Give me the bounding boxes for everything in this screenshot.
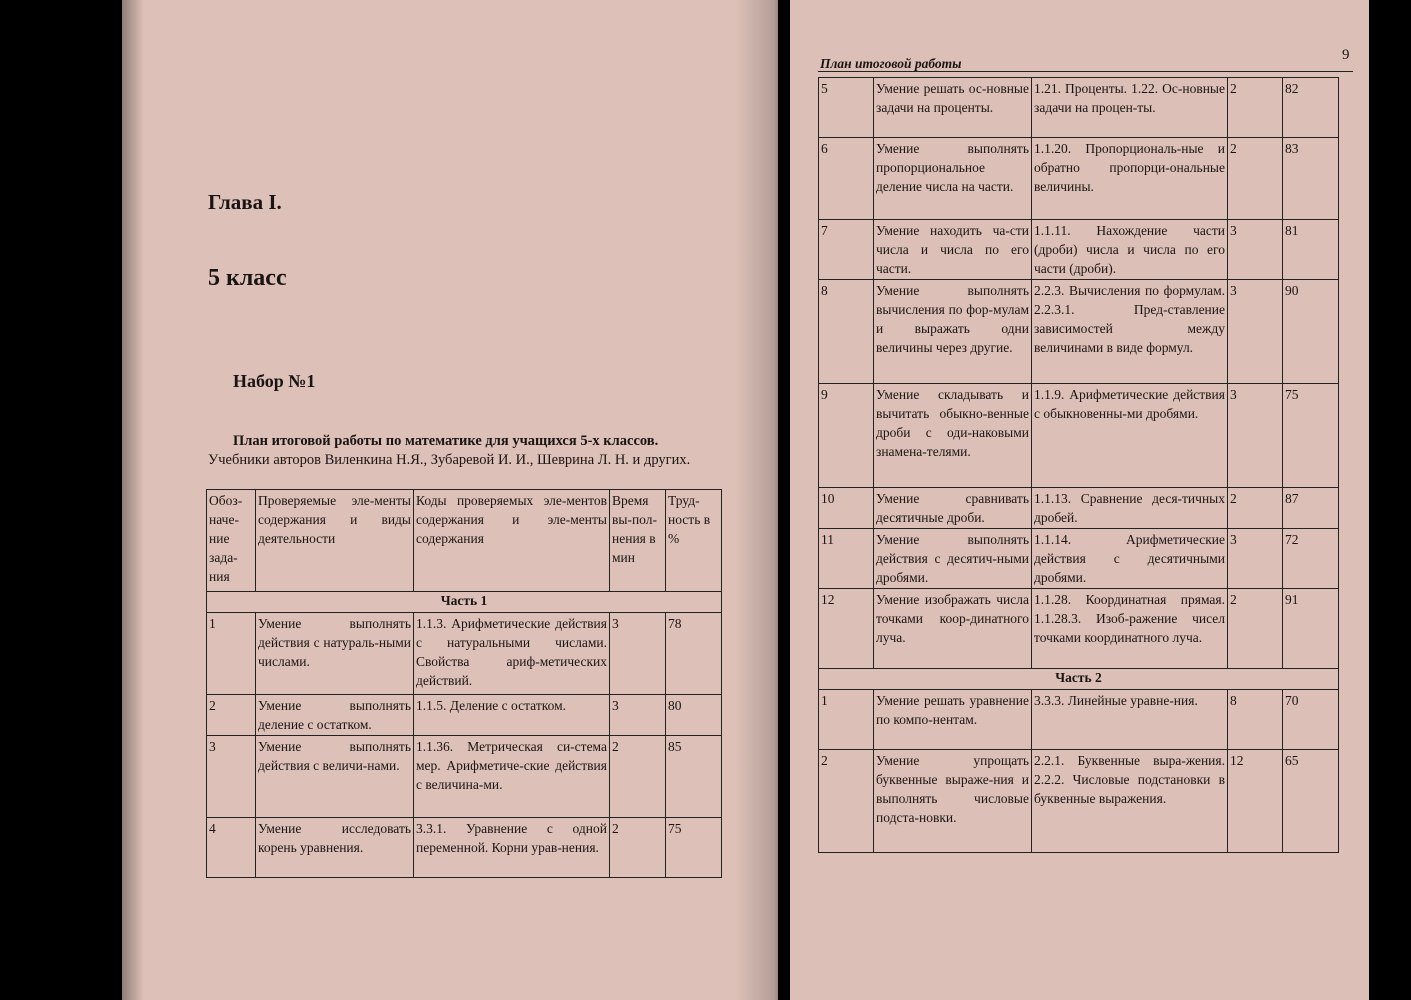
table-row [207, 736, 722, 818]
task-skill: Умение решать уравнение по компо-нентам. [874, 690, 1032, 750]
task-time: 3 [1228, 384, 1283, 488]
task-codes: 1.1.3. Арифметические действия с натуральными числами. Свойства ариф-метических действий. [414, 613, 610, 695]
task-time: 12 [1228, 750, 1283, 853]
task-number: 7 [819, 220, 874, 280]
header-task-label: Обоз-наче-ние зада-ния [207, 490, 256, 592]
task-time: 2 [1228, 78, 1283, 138]
task-difficulty: 82 [1283, 78, 1339, 138]
task-number: 4 [207, 818, 256, 878]
task-number: 5 [819, 78, 874, 138]
table-header-row [207, 490, 722, 592]
task-time: 3 [610, 613, 666, 695]
task-number: 2 [819, 750, 874, 853]
task-number: 8 [819, 280, 874, 384]
chapter-title: Глава I. [208, 190, 282, 214]
task-time: 2 [610, 818, 666, 878]
table-row [819, 384, 1339, 488]
task-codes: 1.1.11. Нахождение части (дроби) числа и числа по его части (дроби). [1032, 220, 1228, 280]
task-difficulty: 85 [666, 736, 722, 818]
task-number: 1 [819, 690, 874, 750]
header-time: Время вы-пол-нения в мин [610, 490, 666, 592]
table-row [207, 613, 722, 695]
table-row [819, 488, 1339, 529]
plan-table-continued [818, 77, 1339, 853]
table-row [819, 529, 1339, 589]
table-row [819, 138, 1339, 220]
task-skill: Умение выполнять действия с десятич-ными дробями. [874, 529, 1032, 589]
task-skill: Умение выполнять действия с величи-нами. [256, 736, 414, 818]
task-number: 10 [819, 488, 874, 529]
task-difficulty: 70 [1283, 690, 1339, 750]
part-label: Часть 2 [819, 669, 1339, 690]
header-skills: Проверяемые эле-менты содержания и виды деятельности [256, 490, 414, 592]
book-gutter-shadow [735, 0, 790, 1000]
task-number: 12 [819, 589, 874, 669]
task-skill: Умение выполнять действия с натураль-ными числами. [256, 613, 414, 695]
task-skill: Умение упрощать буквенные выраже-ния и выполнять числовые подста-новки. [874, 750, 1032, 853]
table-row [819, 589, 1339, 669]
task-codes: 1.1.28. Координатная прямая. 1.1.28.3. Изоб-ражение чисел точками координатного луча. [1032, 589, 1228, 669]
task-time: 2 [1228, 488, 1283, 529]
task-time: 3 [1228, 280, 1283, 384]
table-row [819, 220, 1339, 280]
task-codes: 1.1.13. Сравнение деся-тичных дробей. [1032, 488, 1228, 529]
table-row [819, 78, 1339, 138]
task-number: 9 [819, 384, 874, 488]
part-row [207, 592, 722, 613]
table-row [819, 690, 1339, 750]
task-difficulty: 83 [1283, 138, 1339, 220]
plan-table-part1 [206, 489, 722, 878]
task-codes: 3.3.1. Уравнение с одной переменной. Корни урав-нения. [414, 818, 610, 878]
task-time: 3 [1228, 529, 1283, 589]
plan-title: План итоговой работы по математике для учащихся 5-х классов. [233, 433, 659, 449]
page-edge-shadow [122, 0, 144, 1000]
task-time: 2 [1228, 589, 1283, 669]
task-codes: 2.2.1. Буквенные выра-жения. 2.2.2. Числовые подстановки в буквенные выражения. [1032, 750, 1228, 853]
task-skill: Умение сравнивать десятичные дроби. [874, 488, 1032, 529]
task-difficulty: 81 [1283, 220, 1339, 280]
header-codes: Коды проверяемых эле-ментов содержания и эле-менты содержания [414, 490, 610, 592]
task-difficulty: 80 [666, 695, 722, 736]
task-skill: Умение выполнять деление с остатком. [256, 695, 414, 736]
task-number: 3 [207, 736, 256, 818]
table-row [819, 750, 1339, 853]
plan-authors: Учебники авторов Виленкина Н.Я., Зубаревой И. И., Шеврина Л. Н. и других. [208, 452, 691, 468]
task-codes: 1.21. Проценты. 1.22. Ос-новные задачи на процен-ты. [1032, 78, 1228, 138]
task-number: 6 [819, 138, 874, 220]
task-codes: 2.2.3. Вычисления по формулам. 2.2.3.1. Пред-ставление зависимостей между величинами в виде формул. [1032, 280, 1228, 384]
task-difficulty: 75 [666, 818, 722, 878]
task-difficulty: 72 [1283, 529, 1339, 589]
task-number: 11 [819, 529, 874, 589]
task-skill: Умение находить ча-сти числа и числа по его части. [874, 220, 1032, 280]
task-time: 3 [610, 695, 666, 736]
task-time: 3 [1228, 220, 1283, 280]
task-difficulty: 91 [1283, 589, 1339, 669]
task-difficulty: 65 [1283, 750, 1339, 853]
task-difficulty: 90 [1283, 280, 1339, 384]
task-number: 2 [207, 695, 256, 736]
task-time: 2 [610, 736, 666, 818]
table-row [207, 818, 722, 878]
task-difficulty: 87 [1283, 488, 1339, 529]
task-difficulty: 75 [1283, 384, 1339, 488]
header-rule [818, 71, 1353, 72]
task-difficulty: 78 [666, 613, 722, 695]
task-codes: 3.3.3. Линейные уравне-ния. [1032, 690, 1228, 750]
task-skill: Умение исследовать корень уравнения. [256, 818, 414, 878]
task-codes: 1.1.5. Деление с остатком. [414, 695, 610, 736]
task-codes: 1.1.9. Арифметические действия с обыкновенны-ми дробями. [1032, 384, 1228, 488]
task-codes: 1.1.20. Пропорциональ-ные и обратно пропорци-ональные величины. [1032, 138, 1228, 220]
task-skill: Умение складывать и вычитать обыкно-венные дроби с оди-наковыми знамена-телями. [874, 384, 1032, 488]
part-row [819, 669, 1339, 690]
page-number: 9 [1342, 47, 1350, 63]
task-time: 2 [1228, 138, 1283, 220]
part-label: Часть 1 [207, 592, 722, 613]
table-row [819, 280, 1339, 384]
running-head: План итоговой работы [820, 56, 962, 71]
task-skill: Умение выполнять вычисления по фор-мулам и выражать одни величины через другие. [874, 280, 1032, 384]
task-number: 1 [207, 613, 256, 695]
task-skill: Умение решать ос-новные задачи на проценты. [874, 78, 1032, 138]
task-skill: Умение выполнять пропорциональное деление числа на части. [874, 138, 1032, 220]
grade-title: 5 класс [208, 265, 287, 291]
header-difficulty: Труд-ность в % [666, 490, 722, 592]
task-codes: 1.1.36. Метрическая си-стема мер. Арифметиче-ские действия с величина-ми. [414, 736, 610, 818]
table-row [207, 695, 722, 736]
task-codes: 1.1.14. Арифметические действия с десятичными дробями. [1032, 529, 1228, 589]
set-title: Набор №1 [233, 371, 316, 391]
task-time: 8 [1228, 690, 1283, 750]
task-skill: Умение изображать числа точками коор-динатного луча. [874, 589, 1032, 669]
